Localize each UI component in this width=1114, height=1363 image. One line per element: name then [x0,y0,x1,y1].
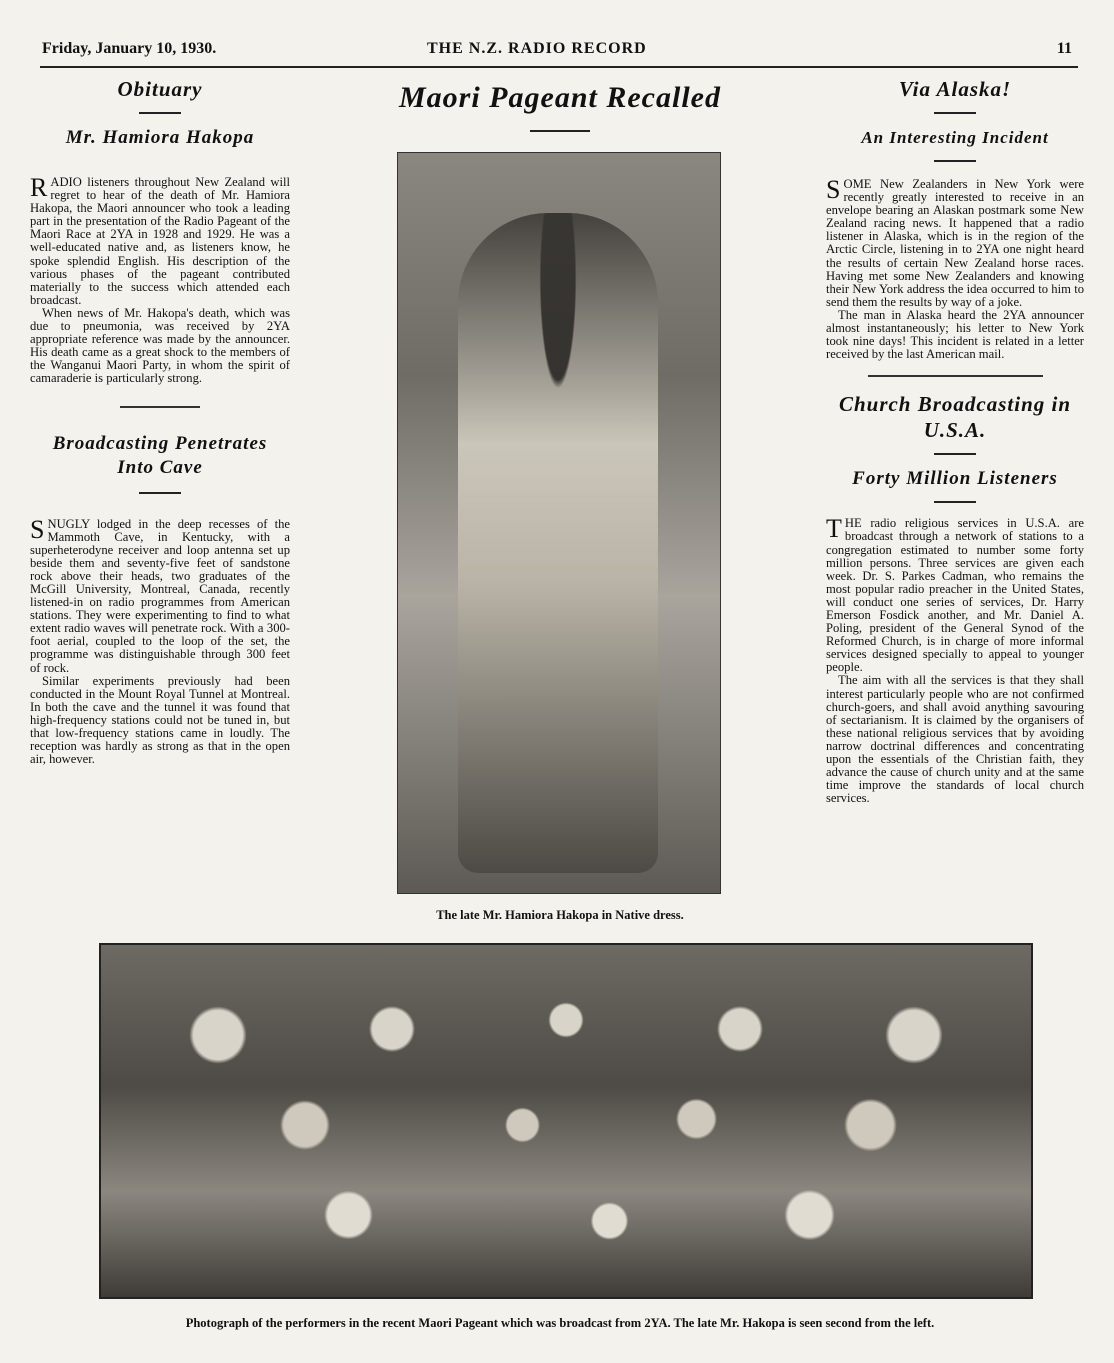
page-number: 11 [1056,40,1072,57]
article-paragraph: SOME New Zealanders in New York were recently greatly interested to receive in an envelope bearing an Alaskan postmark some New Zealand racing news. It happened that a radio listener in Alaska, which is in the region of the Arctic Circle, listening in to 2YA one night heard the results of certain New Zealand horse races. Having met some New Zealanders and knowing their New York address the idea occurred to him to send them the results by way of a joke. [826,175,1084,309]
divider [139,112,181,114]
article-paragraph: Similar experiments previously had been conducted in the Mount Royal Tunnel at Montreal. In both the cave and the tunnel it was found that high-frequency stations could not be tuned in, but that low-frequency stations came in loudly. The reception was hardly as strong as that in the open air, however. [30,673,290,767]
middle-column [375,80,745,146]
divider [934,160,976,162]
pageant-headline: Maori Pageant Recalled [399,81,721,114]
divider [934,112,976,114]
article-paragraph: The aim with all the services is that they shall interest particularly people who are not confirmed church-goers, and shall avoid anything savouring of sectarianism. It is claimed by the organisers of these national religious services that by avoiding narrow doctrinal differences and concentrating upon the essentials of the Christian faith, they advance the cause of church unity and at the same time improve the standards of local church services. [826,673,1084,806]
divider [934,453,976,455]
group-performers [131,975,1001,1275]
article-paragraph: THE radio religious services in U.S.A. are broadcast through a network of stations to a congregation estimated to number some forty million persons. Three services are given each week. Dr. S. Parkes Cadman, who remains the most popular radio preacher in the United States, will conduct one series of services, Dr. Harry Emerson Fosdick another, and Mr. Daniel A. Poling, president of the General Synod of the Reformed Church, is in charge of more informal services designed specially to appeal to younger people. [826,514,1084,675]
obituary-article [30,173,290,386]
issue-date: Friday, January 10, 1930. [42,40,217,57]
divider [530,130,590,132]
church-subheading: Forty Million Listeners [852,468,1058,490]
hakopa-portrait-photo [397,152,721,894]
header-rule [40,66,1078,68]
portrait-figure [458,213,658,873]
publication-name: THE N.Z. RADIO RECORD [427,40,647,57]
obituary-heading: Obituary [117,77,203,101]
cave-article [30,514,290,767]
alaska-heading: Via Alaska! [898,77,1012,101]
article-paragraph: The man in Alaska heard the 2YA announcer almost instantaneously; his letter to New York took nine days! This incident is related in a letter received by the last American mail. [826,307,1084,362]
right-column [826,76,1084,805]
group-photo-caption: Photograph of the performers in the recent Maori Pageant which was broadcast from 2YA. The late Mr. Hakopa is seen second from the left. [185,1316,935,1330]
cave-heading-line1: Broadcasting Penetrates [52,432,268,454]
article-paragraph: RADIO listeners throughout New Zealand will regret to hear of the death of Mr. Hamiora Hakopa, the Maori announcer who took a leading part in the presentation of the Radio Pageant of the Maori Race at 2YA in 1928 and 1929. He was a well-educated native and, as listeners know, he spoke splendid English. His description of the various phases of the pageant contributed materially to the success which attended each broadcast. [30,173,290,307]
church-heading-line2: U.S.A. [923,418,987,443]
divider [934,501,976,503]
alaska-subheading: An Interesting Incident [861,128,1049,147]
article-paragraph: When news of Mr. Hakopa's death, which was due to pneumonia, was received by 2YA appropriate reference was made by the announcer. His death came as a great shock to the members of the Wanganui Maori Party, in whom the spirit of camaraderie is particularly strong. [30,305,290,386]
alaska-article [826,175,1084,362]
divider [868,375,1043,377]
article-paragraph: SNUGLY lodged in the deep recesses of the Mammoth Cave, in Kentucky, with a superheterodyne receiver and loop antenna set up beside them and seventy-five feet of sandstone rock above their heads, two graduates of the McGill University, Montreal, Canada, recently listened-in on radio programmes from American stations. They were experimenting to find to what extent radio waves will penetrate rock. With a 300-foot aerial, coupled to the loop of the set, the programme was distinguishable through 300 feet of rock. [30,514,290,675]
obituary-subheading: Mr. Hamiora Hakopa [65,127,255,148]
left-column [30,76,290,766]
portrait-caption: The late Mr. Hamiora Hakopa in Native dress. [436,908,684,922]
page-header [42,40,1072,66]
church-article [826,514,1084,806]
pageant-group-photo [99,943,1033,1299]
cave-heading-line2: Into Cave [117,456,203,478]
divider [120,406,200,408]
church-heading-line1: Church Broadcasting in [838,392,1072,417]
divider [139,492,181,494]
